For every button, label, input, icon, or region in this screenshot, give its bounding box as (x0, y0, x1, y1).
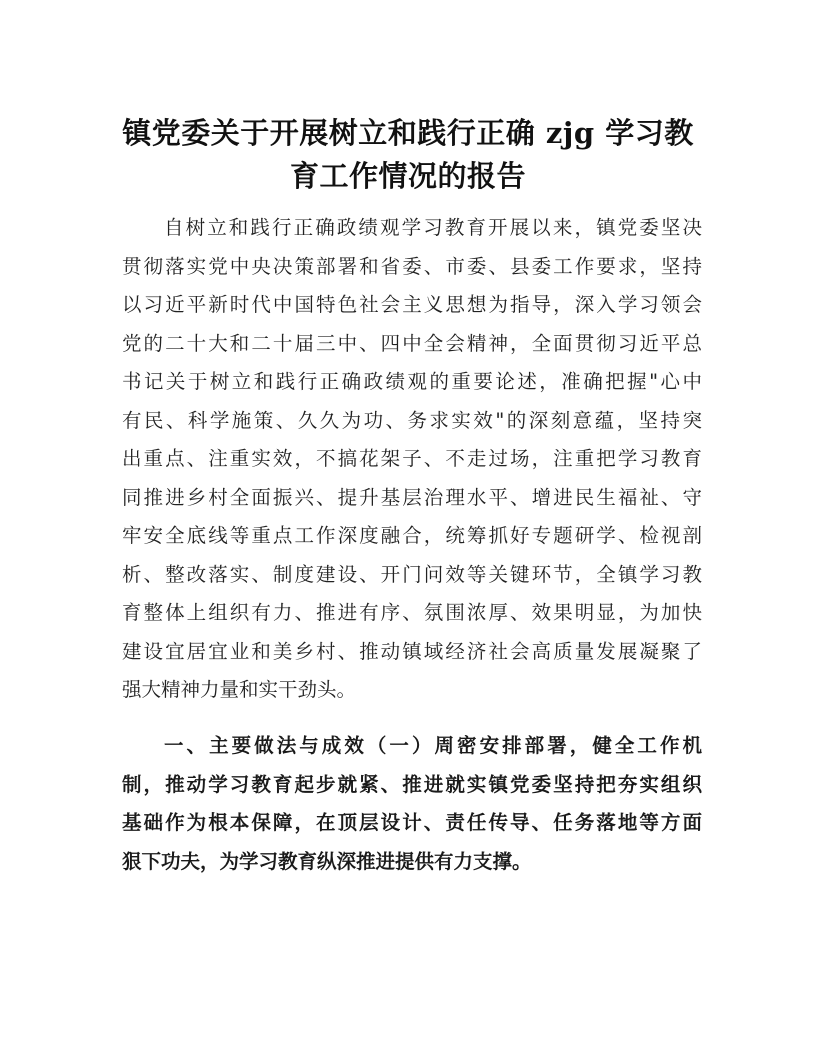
section-line: 基础作为根本保障，在顶层设计、责任传导、任务落地等方面 (122, 811, 702, 834)
intro-paragraph (122, 209, 702, 710)
paragraph-line: 书记关于树立和践行正确政绩观的重要论述，准确把握"心中 (122, 370, 702, 393)
paragraph-line: 同推进乡村全面振兴、提升基层治理水平、增进民生福祉、守 (122, 485, 702, 509)
title-line: 育工作情况的报告 (289, 159, 526, 193)
document-title (110, 112, 706, 198)
paragraph-line: 牢安全底线等重点工作深度融合，统筹抓好专题研学、检视剖 (122, 524, 702, 547)
paragraph-line: 建设宜居宜业和美乡村、推动镇域经济社会高质量发展凝聚了 (122, 639, 702, 663)
paragraph-line: 以习近平新时代中国特色社会主义思想为指导，深入学习领会 (122, 293, 702, 316)
paragraph-line: 强大精神力量和实干劲头。 (122, 678, 357, 701)
title-line: 镇党委关于开展树立和践行正确 zjg 学习教 (122, 116, 694, 150)
paragraph-line: 析、整改落实、制度建设、开门问效等关键环节，全镇学习教 (122, 562, 702, 586)
paragraph-line: 育整体上组织有力、推进有序、氛围浓厚、效果明显，为加快 (122, 601, 702, 624)
paragraph-line: 自树立和践行正确政绩观学习教育开展以来，镇党委坚决 (164, 216, 702, 239)
section-line: 狠下功夫，为学习教育纵深推进提供有力支撑。 (122, 849, 532, 873)
section-line: 制，推动学习教育起步就紧、推进就实镇党委坚持把夯实组织 (122, 772, 702, 796)
paragraph-line: 贯彻落实党中央决策部署和省委、市委、县委工作要求，坚持 (122, 254, 702, 278)
paragraph-line: 有民、科学施策、久久为功、务求实效"的深刻意蕴，坚持突 (122, 408, 702, 432)
paragraph-line: 党的二十大和二十届三中、四中全会精神，全面贯彻习近平总 (122, 331, 702, 355)
section-line: 一、主要做法与成效（一）周密安排部署，健全工作机 (164, 734, 702, 757)
paragraph-line: 出重点、注重实效，不搞花架子、不走过场，注重把学习教育 (122, 447, 702, 470)
section-one-paragraph (122, 727, 702, 881)
